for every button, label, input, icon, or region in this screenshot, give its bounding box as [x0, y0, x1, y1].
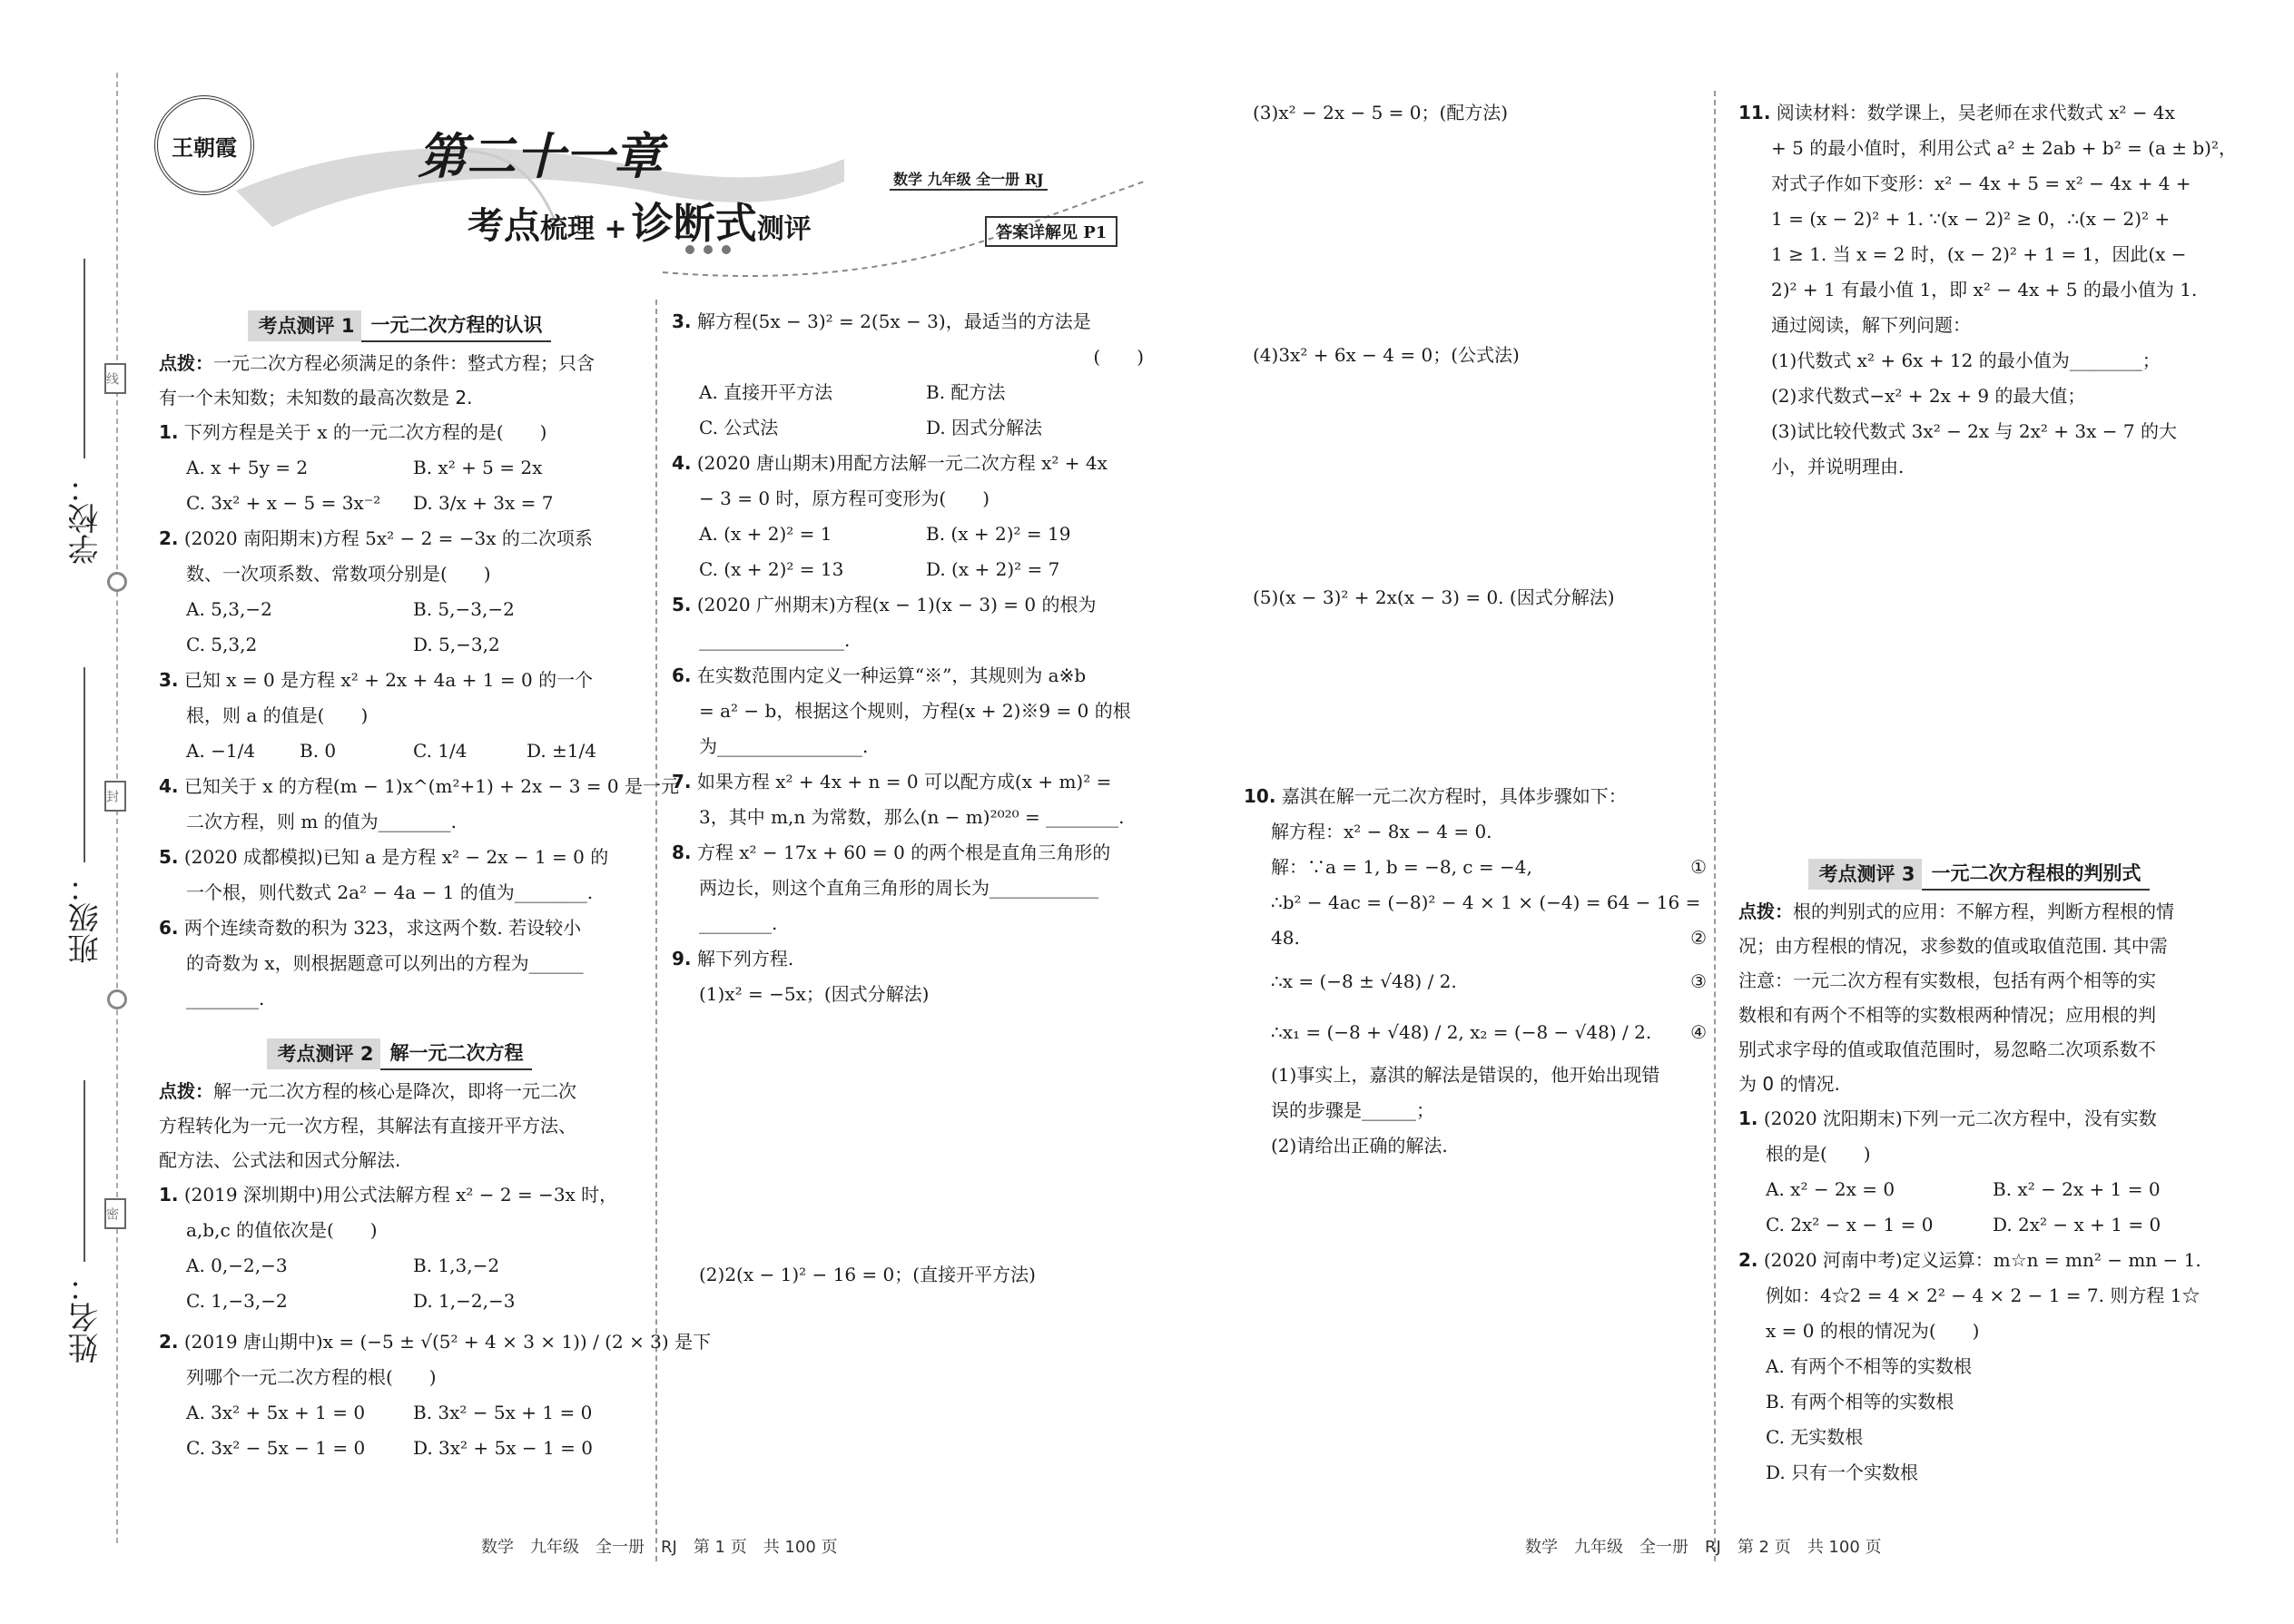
sub-question: (5)(x − 3)² + 2x(x − 3) = 0. (因式分解法): [1253, 586, 1615, 608]
tip-text: 根的判别式的应用：不解方程，判断方程根的情: [1793, 901, 2174, 922]
tip-label: 点拨：: [1738, 901, 1793, 922]
option-c[interactable]: C. 1,−3,−2: [186, 1290, 288, 1312]
binding-hole: [107, 989, 127, 1009]
option-d[interactable]: D. 1,−2,−3: [413, 1290, 516, 1312]
question-6: [672, 658, 1153, 764]
sub-question: (1)代数式 x² + 6x + 12 的最小值为________；: [1771, 349, 2161, 371]
question-text: (2020 南阳期末)方程 5x² − 2 = −3x 的二次项系: [183, 527, 593, 549]
subtitle-part: 考点: [468, 205, 540, 247]
option-a[interactable]: A. 有两个不相等的实数根: [1766, 1355, 1973, 1377]
answer-blank[interactable]: ________.: [186, 988, 265, 1009]
option-b[interactable]: B. 配方法: [926, 381, 1006, 403]
option-b[interactable]: B. 0: [300, 740, 337, 762]
question-number: 6.: [159, 917, 179, 939]
question-text: 方程 x² − 17x + 60 = 0 的两个根是直角三角形的: [696, 842, 1111, 863]
sub-question: 小，并说明理由.: [1771, 456, 1905, 477]
option-b[interactable]: B. (x + 2)² = 19: [926, 523, 1071, 545]
tip-text: 解一元二次方程的核心是降次，即将一元二次: [213, 1080, 576, 1102]
answer-blank[interactable]: ________________.: [699, 629, 851, 651]
option-c[interactable]: C. 3x² − 5x − 1 = 0: [186, 1437, 366, 1459]
page-footer-left: 数学 九年级 全一册 RJ 第 1 页 共 100 页: [481, 1538, 838, 1557]
option-a[interactable]: A. 直接开平方法: [699, 381, 833, 403]
option-d[interactable]: D. 2x² − x + 1 = 0: [1993, 1214, 2161, 1235]
option-b[interactable]: B. 有两个相等的实数根: [1766, 1391, 1954, 1412]
question-text: (2019 深圳期中)用公式法解方程 x² − 2 = −3x 时，: [183, 1184, 618, 1206]
section-badge-3: [1808, 857, 2151, 891]
subtitle: [468, 191, 812, 251]
option-a[interactable]: A. 5,3,−2: [186, 598, 272, 620]
question-number: 10.: [1244, 785, 1276, 807]
question-number: 1.: [159, 1184, 179, 1206]
answer-blank[interactable]: ________.: [699, 912, 778, 934]
answer-blank[interactable]: 为________________.: [699, 735, 869, 757]
question-1: [159, 415, 640, 521]
tip-text: 一元二次方程必须满足的条件：整式方程；只含: [213, 352, 595, 374]
tip-label: 点拨：: [159, 352, 213, 374]
question-11: [1738, 95, 2238, 485]
question-number: 8.: [672, 842, 692, 863]
work-space[interactable]: [1244, 615, 1707, 779]
question-text: 两边长，则这个直角三角形的周长为____________: [699, 877, 1098, 899]
question-number: 5.: [672, 594, 692, 615]
column-4: [1738, 95, 2238, 1491]
step-marker: ④: [1690, 1021, 1707, 1043]
question-text: x = 0 的根的情况为( ): [1766, 1320, 1980, 1342]
question-text: (2019 唐山期中)x = (−5 ± √(5² + 4 × 3 × 1)) / (2 × 3) 是下: [183, 1331, 712, 1353]
solution-step: ∴x₁ = (−8 + √48) / 2, x₂ = (−8 − √48) / 2.: [1271, 1021, 1652, 1043]
column-divider: [655, 300, 657, 1561]
chapter-title: 第二十一章: [418, 128, 663, 185]
sub-question: (2)请给出正确的解法.: [1271, 1135, 1448, 1156]
question-text: (2020 唐山期末)用配方法解一元二次方程 x² + 4x: [696, 452, 1108, 474]
option-c[interactable]: C. (x + 2)² = 13: [699, 558, 844, 580]
question-text: 例如：4☆2 = 4 × 2² − 4 × 2 − 1 = 7. 则方程 1☆: [1766, 1284, 2200, 1306]
question-number: 6.: [672, 664, 692, 686]
option-b[interactable]: B. 1,3,−2: [413, 1255, 500, 1276]
option-d[interactable]: D. 3x² + 5x − 1 = 0: [413, 1437, 593, 1459]
seal-mark: 密: [104, 1198, 126, 1229]
badge-title: 一元二次方程的认识: [361, 310, 551, 342]
question-text: 二次方程，则 m 的值为________.: [186, 811, 458, 832]
school-label: 学校：: [68, 472, 104, 565]
tip-text: 为 0 的情况.: [1738, 1073, 1840, 1095]
solution-step: ∴x = (−8 ± √48) / 2.: [1271, 970, 1457, 992]
question-text: 下列方程是关于 x 的一元二次方程的是( ): [183, 421, 547, 443]
class-label: 班级：: [68, 871, 104, 964]
question-text: 列哪个一元二次方程的根( ): [186, 1366, 437, 1388]
tip-text: 有一个未知数；未知数的最高次数是 2.: [159, 387, 473, 408]
question-number: 2.: [159, 527, 179, 549]
question-text: 解下列方程.: [696, 948, 794, 969]
question-text: 1 = (x − 2)² + 1. ∵(x − 2)² ≥ 0，∴(x − 2)² +: [1771, 208, 2171, 230]
question-number: 1.: [1738, 1107, 1758, 1129]
column-2: [672, 304, 1153, 1293]
page-footer-right: 数学 九年级 全一册 RJ 第 2 页 共 100 页: [1525, 1538, 1882, 1557]
option-d[interactable]: D. 3/x + 3x = 7: [413, 492, 554, 514]
question-4: [672, 446, 1153, 587]
question-number: 2.: [1738, 1249, 1758, 1271]
class-field[interactable]: [84, 667, 85, 862]
question-text: 根的是( ): [1766, 1143, 1871, 1165]
question-r1: [159, 1177, 640, 1319]
question-number: 4.: [159, 775, 179, 797]
question-text: 如果方程 x² + 4x + n = 0 可以配方成(x + m)² =: [696, 771, 1112, 792]
sub-question: (1)x² = −5x；(因式分解法): [699, 983, 930, 1005]
tip-text: 注意：一元二次方程有实数根，包括有两个相等的实: [1738, 969, 2156, 991]
badge-number: 考点测评 3: [1808, 859, 1923, 890]
subject-tag: 数学 九年级 全一册 RJ: [890, 168, 1048, 191]
question-text: 解方程：x² − 8x − 4 = 0.: [1271, 821, 1492, 842]
tip-text: 配方法、公式法和因式分解法.: [159, 1149, 401, 1171]
question-text: 对式子作如下变形：x² − 4x + 5 = x² − 4x + 4 +: [1771, 172, 2191, 194]
binding-hole: [107, 572, 127, 592]
answer-bracket[interactable]: ( ): [1093, 346, 1144, 368]
option-c[interactable]: C. 无实数根: [1766, 1426, 1864, 1448]
question-text: (2020 河南中考)定义运算：m☆n = mn² − mn − 1.: [1763, 1249, 2201, 1271]
question-text: 3，其中 m,n 为常数，那么(n − m)²⁰²⁰ = ________.: [699, 806, 1125, 828]
question-number: 4.: [672, 452, 692, 474]
question-text: (2020 沈阳期末)下列一元二次方程中，没有实数: [1763, 1107, 2157, 1129]
question-text: 阅读材料：数学课上，吴老师在求代数式 x² − 4x: [1776, 102, 2175, 123]
question-text: + 5 的最小值时，利用公式 a² ± 2ab + b² = (a ± b)²，: [1771, 137, 2238, 159]
seal-mark: 线: [104, 363, 126, 394]
option-c[interactable]: C. 1/4: [413, 740, 468, 762]
column-divider: [1714, 91, 1716, 1561]
option-b[interactable]: B. 3x² − 5x + 1 = 0: [413, 1402, 593, 1423]
work-space[interactable]: [672, 1012, 1153, 1257]
question-number: 3.: [672, 310, 692, 332]
tip-block: [1738, 894, 2220, 1101]
question-text: 两个连续奇数的积为 323，求这两个数. 若设较小: [183, 917, 582, 939]
question-10: [1244, 779, 1707, 1164]
step-marker: ③: [1690, 970, 1707, 992]
solution-step: 解：∵a = 1, b = −8, c = −4,: [1271, 856, 1532, 878]
question-8: [672, 835, 1153, 941]
question-5: [159, 840, 640, 910]
question-7: [672, 764, 1153, 835]
step-marker: ②: [1690, 927, 1707, 949]
question-text: 2)² + 1 有最小值 1，即 x² − 4x + 5 的最小值为 1.: [1771, 279, 2198, 300]
sub-question: (1)事实上，嘉淇的解法是错误的，他开始出现错: [1271, 1064, 1660, 1086]
binding-margin: [0, 0, 123, 1624]
question-text: 数、一次项系数、常数项分别是( ): [186, 563, 491, 585]
question-text: 根，则 a 的值是( ): [186, 704, 369, 726]
question-text: = a² − b，根据这个规则，方程(x + 2)※9 = 0 的根: [699, 700, 1131, 722]
question-number: 5.: [159, 846, 179, 868]
tip-block: [159, 1074, 640, 1177]
tip-text: 数根和有两个不相等的实数根两种情况；应用根的判: [1738, 1004, 2156, 1026]
question-2: [159, 521, 640, 663]
option-b[interactable]: B. x² − 2x + 1 = 0: [1993, 1178, 2161, 1200]
subtitle-part: 测评: [756, 213, 812, 245]
question-text: 1 ≥ 1. 当 x = 2 时，(x − 2)² + 1 = 1，因此(x −: [1771, 243, 2187, 265]
sub-question: 误的步骤是______；: [1271, 1099, 1434, 1121]
option-d[interactable]: D. 只有一个实数根: [1766, 1462, 1919, 1483]
solution-step: ∴b² − 4ac = (−8)² − 4 × 1 × (−4) = 64 − 16 =: [1271, 891, 1701, 913]
option-a[interactable]: A. 0,−2,−3: [186, 1255, 288, 1276]
option-c[interactable]: C. 3x² + x − 5 = 3x⁻²: [186, 492, 381, 514]
question-text: 嘉淇在解一元二次方程时，具体步骤如下：: [1281, 785, 1627, 807]
step-marker: ①: [1690, 856, 1707, 878]
column-3: [1244, 95, 1707, 1164]
question-text: 通过阅读，解下列问题：: [1771, 314, 1971, 336]
section-badge-1: [248, 309, 552, 343]
chapter-header: [136, 82, 1144, 281]
brand-logo: [154, 95, 254, 195]
name-label: 姓名：: [68, 1271, 104, 1363]
subtitle-part: 诊断式: [631, 199, 757, 248]
option-a[interactable]: A. (x + 2)² = 1: [699, 523, 832, 545]
badge-number: 考点测评 1: [248, 310, 362, 341]
question-number: 2.: [159, 1331, 179, 1353]
option-a[interactable]: A. −1/4: [186, 740, 256, 762]
question-6: [159, 910, 640, 1017]
question-9: [672, 941, 1153, 1293]
question-number: 9.: [672, 948, 692, 969]
question-number: 1.: [159, 421, 179, 443]
option-d[interactable]: D. (x + 2)² = 7: [926, 558, 1060, 580]
option-a[interactable]: A. x² − 2x = 0: [1766, 1178, 1895, 1200]
question-text: 在实数范围内定义一种运算“※”，其规则为 a※b: [696, 664, 1087, 686]
tip-label: 点拨：: [159, 1080, 213, 1102]
question-5: [672, 587, 1153, 658]
tip-text: 况；由方程根的情况，求参数的值或取值范围. 其中需: [1738, 935, 2168, 957]
question-4: [159, 769, 679, 840]
tip-text: 别式求字母的值或取值范围时，易忽略二次项系数不: [1738, 1038, 2156, 1060]
sub-question: (4)3x² + 6x − 4 = 0；(公式法): [1253, 344, 1520, 366]
option-b[interactable]: B. 5,−3,−2: [413, 598, 515, 620]
option-c[interactable]: C. 5,3,2: [186, 634, 258, 655]
question-text: 已知关于 x 的方程(m − 1)x^(m²+1) + 2x − 3 = 0 是一元: [183, 775, 679, 797]
school-field[interactable]: [84, 259, 85, 458]
question-text: (2020 成都模拟)已知 a 是方程 x² − 2x − 1 = 0 的: [183, 846, 609, 868]
question-t2: [1738, 1243, 2220, 1491]
option-b[interactable]: B. x² + 5 = 2x: [413, 457, 543, 478]
name-field[interactable]: [84, 1080, 85, 1262]
solution-step: 48.: [1271, 927, 1300, 949]
option-d[interactable]: D. ±1/4: [527, 740, 596, 762]
option-a[interactable]: A. x + 5y = 2: [186, 457, 309, 478]
question-text: a,b,c 的值依次是( ): [186, 1219, 378, 1241]
section-badge-2: [267, 1037, 533, 1071]
question-r2: [159, 1324, 712, 1466]
option-d[interactable]: D. 因式分解法: [926, 417, 1043, 438]
question-text: 已知 x = 0 是方程 x² + 2x + 4a + 1 = 0 的一个: [183, 669, 594, 691]
option-c[interactable]: C. 公式法: [699, 417, 779, 438]
question-text: 解方程(5x − 3)² = 2(5x − 3)，最适当的方法是: [696, 310, 1091, 332]
seal-mark: 封: [104, 781, 126, 812]
work-space[interactable]: [1244, 373, 1707, 580]
work-space[interactable]: [1738, 485, 2220, 857]
badge-number: 考点测评 2: [267, 1038, 381, 1069]
question-text: − 3 = 0 时，原方程可变形为( ): [699, 487, 989, 509]
question-3: [672, 304, 1153, 446]
option-d[interactable]: D. 5,−3,2: [413, 634, 500, 655]
badge-title: 解一元二次方程: [380, 1038, 532, 1070]
sub-question: (2)2(x − 1)² − 16 = 0；(直接开平方法): [699, 1264, 1036, 1285]
sub-question: (3)x² − 2x − 5 = 0；(配方法): [1253, 102, 1509, 123]
sub-question: (2)求代数式−x² + 2x + 9 的最大值；: [1771, 385, 2086, 407]
question-text: 一个根，则代数式 2a² − 4a − 1 的值为________.: [186, 881, 594, 903]
column-1: [159, 309, 712, 1466]
option-a[interactable]: A. 3x² + 5x + 1 = 0: [186, 1402, 366, 1423]
question-t1: [1738, 1101, 2220, 1243]
question-number: 3.: [159, 669, 179, 691]
question-3: [159, 663, 640, 769]
sub-question: (3)试比较代数式 3x² − 2x 与 2x² + 3x − 7 的大: [1771, 420, 2177, 442]
work-space[interactable]: [1244, 131, 1707, 338]
answer-reference: 答案详解见 P1: [985, 216, 1117, 247]
tip-text: 方程转化为一元一次方程，其解法有直接开平方法、: [159, 1115, 576, 1137]
subtitle-part: 梳理 +: [540, 213, 627, 245]
question-number: 7.: [672, 771, 692, 792]
question-text: (2020 广州期末)方程(x − 1)(x − 3) = 0 的根为: [696, 594, 1097, 615]
badge-title: 一元二次方程根的判别式: [1922, 858, 2150, 891]
tip-block: [159, 346, 640, 415]
option-c[interactable]: C. 2x² − x − 1 = 0: [1766, 1214, 1934, 1235]
logo-text: 王朝霞: [172, 133, 237, 161]
question-number: 11.: [1738, 102, 1771, 123]
question-text: 的奇数为 x，则根据题意可以列出的方程为______: [186, 952, 584, 974]
